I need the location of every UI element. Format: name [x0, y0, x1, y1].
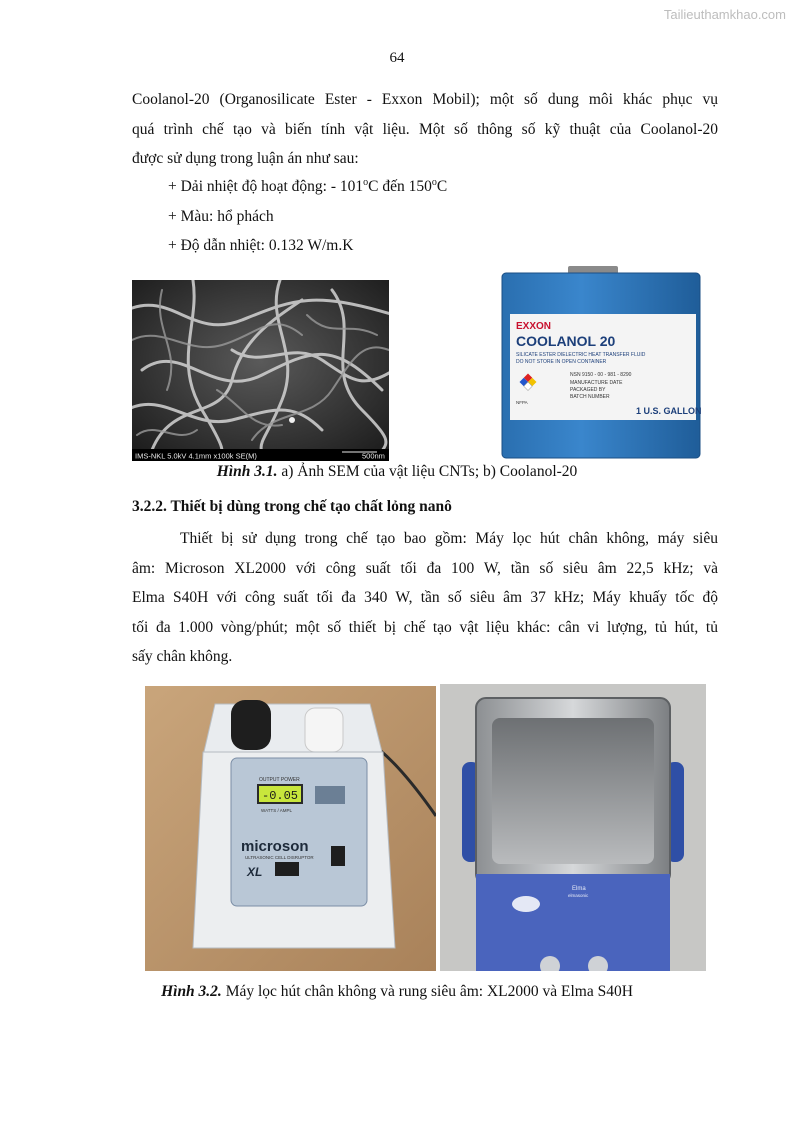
sem-image — [132, 280, 389, 461]
unit-logo — [315, 786, 345, 804]
can-line2: DO NOT STORE IN OPEN CONTAINER — [516, 359, 607, 365]
sem-particle — [289, 417, 295, 423]
microson-subtitle: ULTRASONIC CELL DISRUPTOR — [245, 855, 314, 860]
equipment-line: Thiết bị sử dụng trong chế tạo bao gồm: Máy lọc hút chân không, máy siêu — [180, 530, 718, 547]
elma-image — [440, 684, 706, 971]
can-nsn: NSN 9150 - 00 - 981 - 8290 — [570, 372, 632, 378]
can-packed: PACKAGED BY — [570, 387, 606, 393]
lcd-value: -0.05 — [262, 789, 299, 803]
temp-end: C — [436, 178, 448, 195]
figure-2-text: Máy lọc hút chân không và rung siêu âm: XL2000 và Elma S40H — [221, 983, 633, 1000]
microson-image — [145, 686, 436, 971]
equipment-paragraph — [132, 524, 718, 672]
can-product: COOLANOL 20 — [516, 333, 616, 349]
coolanol-can-graphic — [498, 264, 704, 460]
sem-scale-label: 500nm — [362, 451, 385, 461]
can-mfg: MANUFACTURE DATE — [570, 380, 623, 386]
equipment-line: âm: Microson XL2000 với công suất tối đa 100 W, tần số siêu âm 22,5 kHz; và — [132, 559, 718, 577]
output-label: OUTPUT POWER — [259, 777, 300, 783]
figure-1-text: a) Ảnh SEM của vật liệu CNTs; b) Coolanol-20 — [277, 463, 578, 480]
bullet-temperature — [168, 178, 447, 196]
bullet-conductivity: + Độ dẫn nhiệt: 0.132 W/m.K — [168, 237, 354, 254]
rocker-switch — [331, 846, 345, 866]
elma-brand: Elma — [572, 886, 586, 892]
can-batch: BATCH NUMBER — [570, 394, 610, 400]
microson-model: XL — [247, 865, 263, 879]
figure-2-caption — [0, 983, 794, 1001]
figure-1-label: Hình 3.1. — [216, 463, 278, 480]
equipment-line: tối đa 1.000 vòng/phút; một số thiết bị chế tạo vật liệu khác: cân vi lượng, tủ hút, tủ — [132, 618, 718, 636]
sample-holder — [305, 708, 343, 752]
sem-nanotubes-graphic — [132, 280, 389, 461]
power-switch — [275, 862, 299, 876]
intro-line: quá trình chế tạo và biến tính vật liệu. Một số thông số kỹ thuật của Coolanol-20 — [132, 120, 718, 138]
equipment-line: sấy chân không. — [132, 648, 233, 665]
page-number: 64 — [389, 50, 405, 66]
elma-sub: elmasonic — [568, 893, 589, 898]
equipment-line: Elma S40H với công suất tối đa 340 W, tần số siêu âm 37 kHz; Máy khuấy tốc độ — [132, 589, 718, 606]
microson-brand: microson — [241, 838, 309, 855]
coolanol-can-image — [498, 264, 704, 460]
can-volume: 1 U.S. GALLON — [636, 406, 702, 416]
elma-graphic — [440, 684, 706, 971]
degree-sup: o — [363, 177, 369, 188]
watermark: Tailieuthamkhao.com — [663, 7, 786, 22]
intro-paragraph — [132, 85, 718, 174]
tank-interior — [492, 718, 654, 864]
bullet-color: + Màu: hổ phách — [168, 208, 274, 225]
sem-info-label: IMS-NKL 5.0kV 4.1mm x100k SE(M) — [135, 451, 257, 461]
temp-mid: C đến 150 — [368, 178, 432, 195]
intro-line: được sử dụng trong luận án như sau: — [132, 150, 359, 167]
can-nfpa: NFPA — [516, 400, 528, 405]
probe-horn — [231, 700, 271, 750]
display-label: WATTS / AMPL — [261, 808, 293, 813]
elma-logo — [512, 896, 540, 912]
can-brand: EXXON — [516, 321, 552, 332]
intro-line: Coolanol-20 (Organosilicate Ester - Exxon Mobil); một số dung môi khác phục vụ — [132, 91, 718, 108]
microson-graphic — [145, 686, 436, 971]
can-line1: SILICATE ESTER DIELECTRIC HEAT TRANSFER FLUID — [516, 352, 646, 358]
degree-sup: o — [431, 177, 437, 188]
figure-2-label: Hình 3.2. — [161, 983, 222, 1000]
temp-prefix: + Dải nhiệt độ hoạt động: - 101 — [168, 178, 364, 195]
figure-1-caption — [0, 463, 794, 481]
section-heading: 3.2.2. Thiết bị dùng trong chế tạo chất lỏng nanô — [132, 498, 452, 515]
